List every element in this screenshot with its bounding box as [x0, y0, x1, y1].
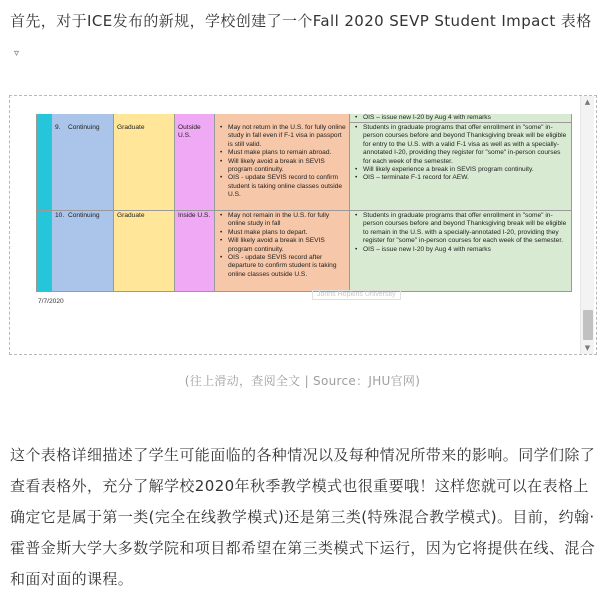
- previous-row-tail: • OIS – issue new I-20 by Aug 4 with remarks: [36, 114, 572, 123]
- scroll-up-icon[interactable]: ▲: [584, 98, 591, 106]
- location-cell: Inside U.S.: [175, 211, 215, 292]
- image-caption: (往上滑动，查阅全文 | Source：JHU官网): [184, 374, 421, 388]
- impact-cell: • May not remain in the U.S. for fully online study in fall • Must make plans to depart. • Will likely avoid a break in SEVIS program continuity. • OIS - update SEVIS record after departure to confirm student is taking online classes outside U.S.: [215, 211, 350, 292]
- intro-text: 首先，对于ICE发布的新规，学校创建了一个Fall 2020 SEVP Student Impact 表格: [10, 12, 592, 30]
- triangle-down-icon[interactable]: ▿: [14, 48, 20, 59]
- embedded-table-viewer[interactable]: [9, 95, 597, 355]
- body-paragraph: 这个表格详细描述了学生可能面临的各种情况以及每种情况所带来的影响。同学们除了查看表格外，充分了解学校2020年秋季教学模式也很重要哦！这样您就可以在表格上确定它是属于第一类(完全在线教学模式)还是第三类(特殊混合教学模式)。目前，约翰·霍普金斯大学大多数学院和项目都希望在第三类模式下运行，因为它将提供在线、混合和面对面的课程。: [10, 446, 596, 588]
- impact-table: [36, 114, 572, 314]
- scrollbar-thumb[interactable]: [583, 310, 593, 340]
- watermark: Johns Hopkins University: [312, 290, 401, 300]
- level-cell: Graduate: [114, 123, 175, 211]
- scroll-down-icon[interactable]: ▼: [584, 344, 591, 352]
- table-row: [36, 123, 572, 211]
- options-cell: • Students in graduate programs that offer enrollment in "some" in-person courses before and beyond Thanksgiving break will be eligible to remain in the U.S. with a specially-annotated I-20, providing they register for "some" in-person courses for each week of the semester. • OIS – issue new I-20 by Aug 4 with remarks: [350, 211, 572, 292]
- intro-paragraph: [10, 6, 600, 69]
- status-cell: 10. Continuing: [52, 211, 114, 292]
- level-cell: Graduate: [114, 211, 175, 292]
- impact-cell: • May not return in the U.S. for fully online study in fall even if F-1 visa in passport is still valid. • Must make plans to remain abroad. • Will likely avoid a break in SEVIS program continuity. • OIS - update SEVIS record to confirm student is taking online classes outside U.S.: [215, 123, 350, 211]
- row-index-cell: [36, 123, 52, 211]
- row-index-cell: [36, 211, 52, 292]
- table-row: [36, 211, 572, 292]
- table-date: 7/7/2020: [38, 298, 64, 305]
- status-cell: 9. Continuing: [52, 123, 114, 211]
- vertical-scrollbar[interactable]: [580, 96, 594, 354]
- options-cell: • Students in graduate programs that offer enrollment in "some" in-person courses before and beyond Thanksgiving break will be eligible for entry to the U.S. with a valid F-1 visa as well as with a specially-annotated I-20, providing they register for "some" in-person courses for each week of the semester. • Will likely experience a break in SEVIS program continuity. • OIS – terminate F-1 record for AEW.: [350, 123, 572, 211]
- location-cell: Outside U.S.: [175, 123, 215, 211]
